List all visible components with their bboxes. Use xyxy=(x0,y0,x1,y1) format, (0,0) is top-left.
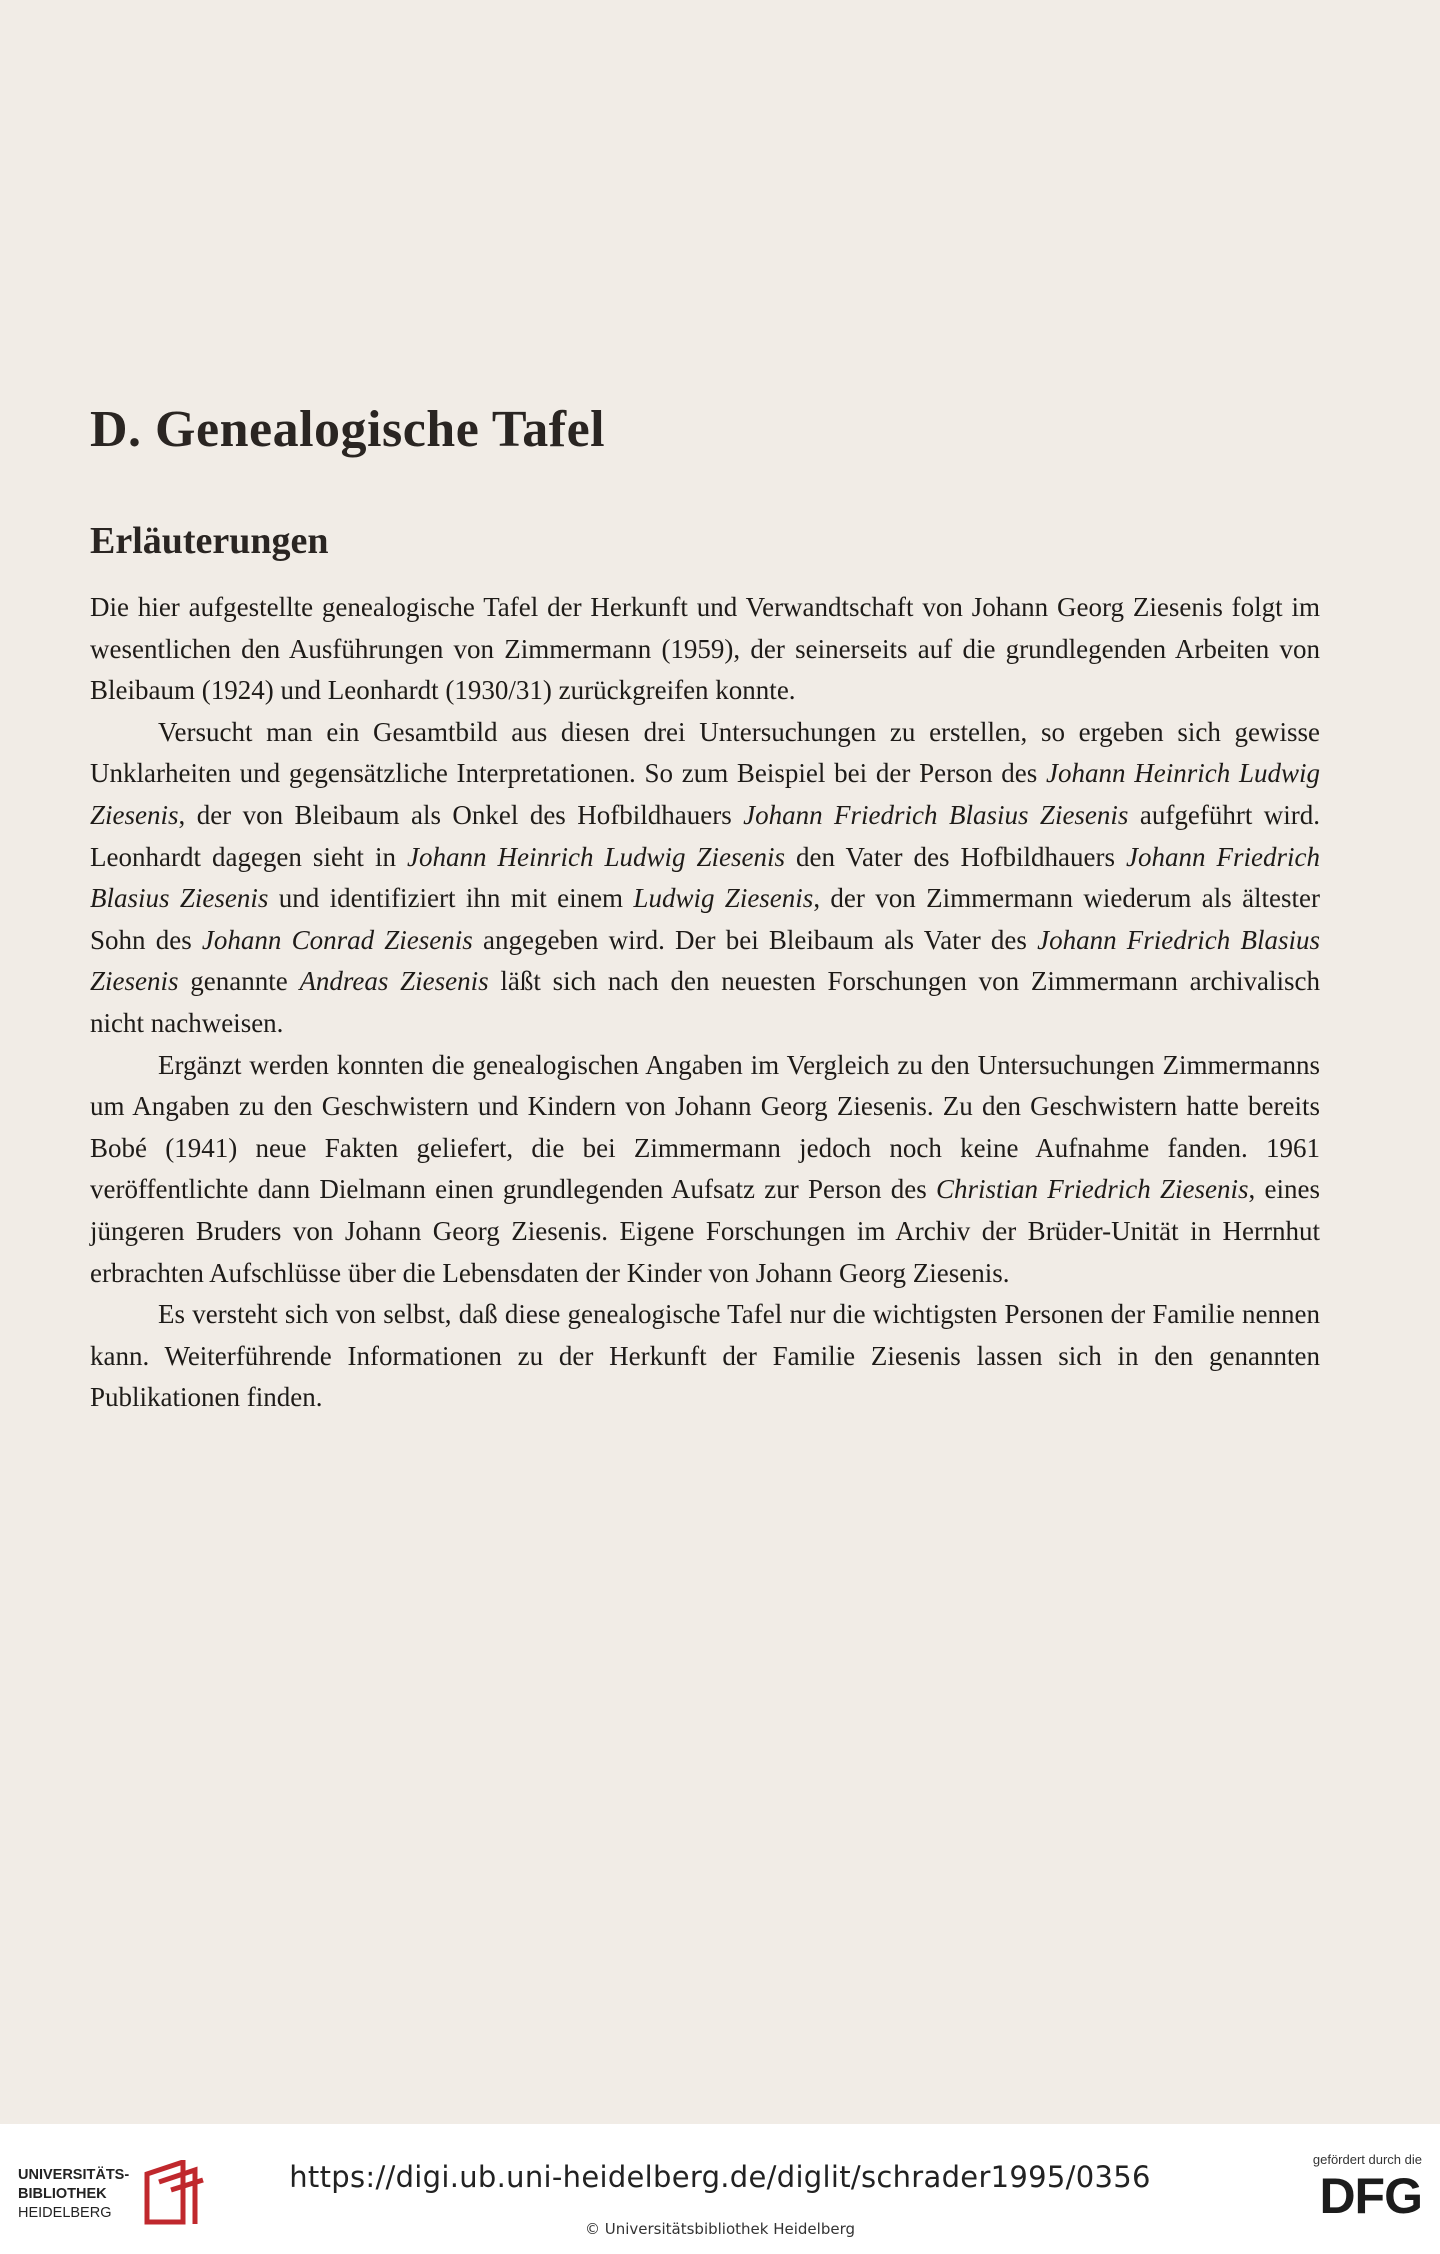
italic-name: Johann Heinrich Ludwig Ziesenis xyxy=(90,758,1320,830)
library-name-line: HEIDELBERG xyxy=(18,2205,112,2221)
copyright-notice: © Universitätsbibliothek Heidelberg xyxy=(584,2220,855,2238)
dfg-logo: DFG xyxy=(1319,2168,1422,2224)
permalink-url[interactable]: https://digi.ub.uni-heidelberg.de/diglit/schrader1995/0356 xyxy=(289,2160,1151,2194)
body-text xyxy=(90,587,1320,1419)
library-name-line: BIBLIOTHEK xyxy=(18,2186,107,2202)
text-run: Die hier aufgestellte genealogische Tafel der Herkunft und Verwandtschaft von Johann Georg Ziesenis folgt im wesentlichen den Ausführungen von Zimmermann (1959), der seinerseits auf die grundlegenden Arbeiten von Bleibaum (1924) und Leonhardt (1930/31) zurückgreifen konnte. xyxy=(90,592,1320,706)
text-run: aufgeführt wird. Leonhardt dagegen sieht in xyxy=(90,799,1320,872)
text-run: Versucht man ein Gesamtbild aus diesen drei Untersuchungen zu erstellen, so ergeben sich gewisse Unklarheiten und gegensätzliche Interpretationen. So zum Beispiel bei der Person des xyxy=(90,716,1320,789)
page-content xyxy=(90,400,1320,1419)
text-run: Es versteht sich von selbst, daß diese genealogische Tafel nur die wichtigsten Personen der Familie nennen kann. Weiterführende Informationen zu der Herkunft der Familie Ziesenis lassen sich in den genannten Publikationen finden. xyxy=(90,1299,1320,1413)
italic-name: Johann Friedrich Blasius Ziesenis xyxy=(90,841,1320,914)
text-run: läßt sich nach den neuesten Forschungen von Zimmermann archivalisch nicht nachweisen. xyxy=(90,966,1321,1038)
italic-name: Johann Friedrich Blasius Ziesenis xyxy=(743,799,1129,830)
section-title: D. Genealogische Tafel xyxy=(90,401,606,458)
paragraph xyxy=(90,1045,1320,1295)
section-subtitle: Erläuterungen xyxy=(90,520,329,562)
italic-name: Johann Conrad Ziesenis xyxy=(201,924,473,955)
italic-name: Johann Heinrich Ludwig Ziesenis xyxy=(406,841,786,872)
text-run: und identifiziert ihn mit einem xyxy=(268,883,634,914)
italic-name: Andreas Ziesenis xyxy=(299,966,489,997)
text-run: genannte xyxy=(178,966,300,997)
text-run: , der von Zimmermann wiederum als ältester Sohn des xyxy=(90,883,1321,955)
library-name-line: UNIVERSITÄTS- xyxy=(18,2167,130,2183)
text-run: , der von Bleibaum als Onkel des Hofbildhauers xyxy=(178,799,744,830)
text-run: Ergänzt werden konnten die genealogischen Angaben im Vergleich zu den Untersuchungen Zimmermanns um Angaben zu den Geschwistern und Kindern von Johann Georg Ziesenis. Zu den Geschwistern hatte bereits Bobé (1941) neue Fakten geliefert, die bei Zimmermann jedoch noch keine Aufnahme fanden. 1961 veröffentlichte dann Dielmann einen grundlegenden Aufsatz zur Person des xyxy=(90,1049,1320,1205)
paragraph xyxy=(90,712,1320,1045)
italic-name: Christian Friedrich Ziesenis xyxy=(936,1174,1249,1205)
italic-name: Ludwig Ziesenis xyxy=(633,883,814,914)
funding-logo[interactable] xyxy=(1282,2152,1422,2224)
text-run: , eines jüngeren Bruders von Johann Georg Ziesenis. Eigene Forschungen im Archiv der Brüder-Unität in Herrnhut erbrachten Aufschlüsse über die Lebensdaten der Kinder von Johann Georg Ziesenis. xyxy=(90,1174,1320,1288)
italic-name: Johann Friedrich Blasius Ziesenis xyxy=(90,924,1320,997)
text-run: den Vater des Hofbildhauers xyxy=(785,841,1127,872)
paragraph xyxy=(90,587,1320,712)
paragraph xyxy=(90,1294,1320,1419)
text-run: angegeben wird. Der bei Bleibaum als Vater des xyxy=(472,924,1038,955)
funding-caption: gefördert durch die xyxy=(1312,2152,1422,2167)
